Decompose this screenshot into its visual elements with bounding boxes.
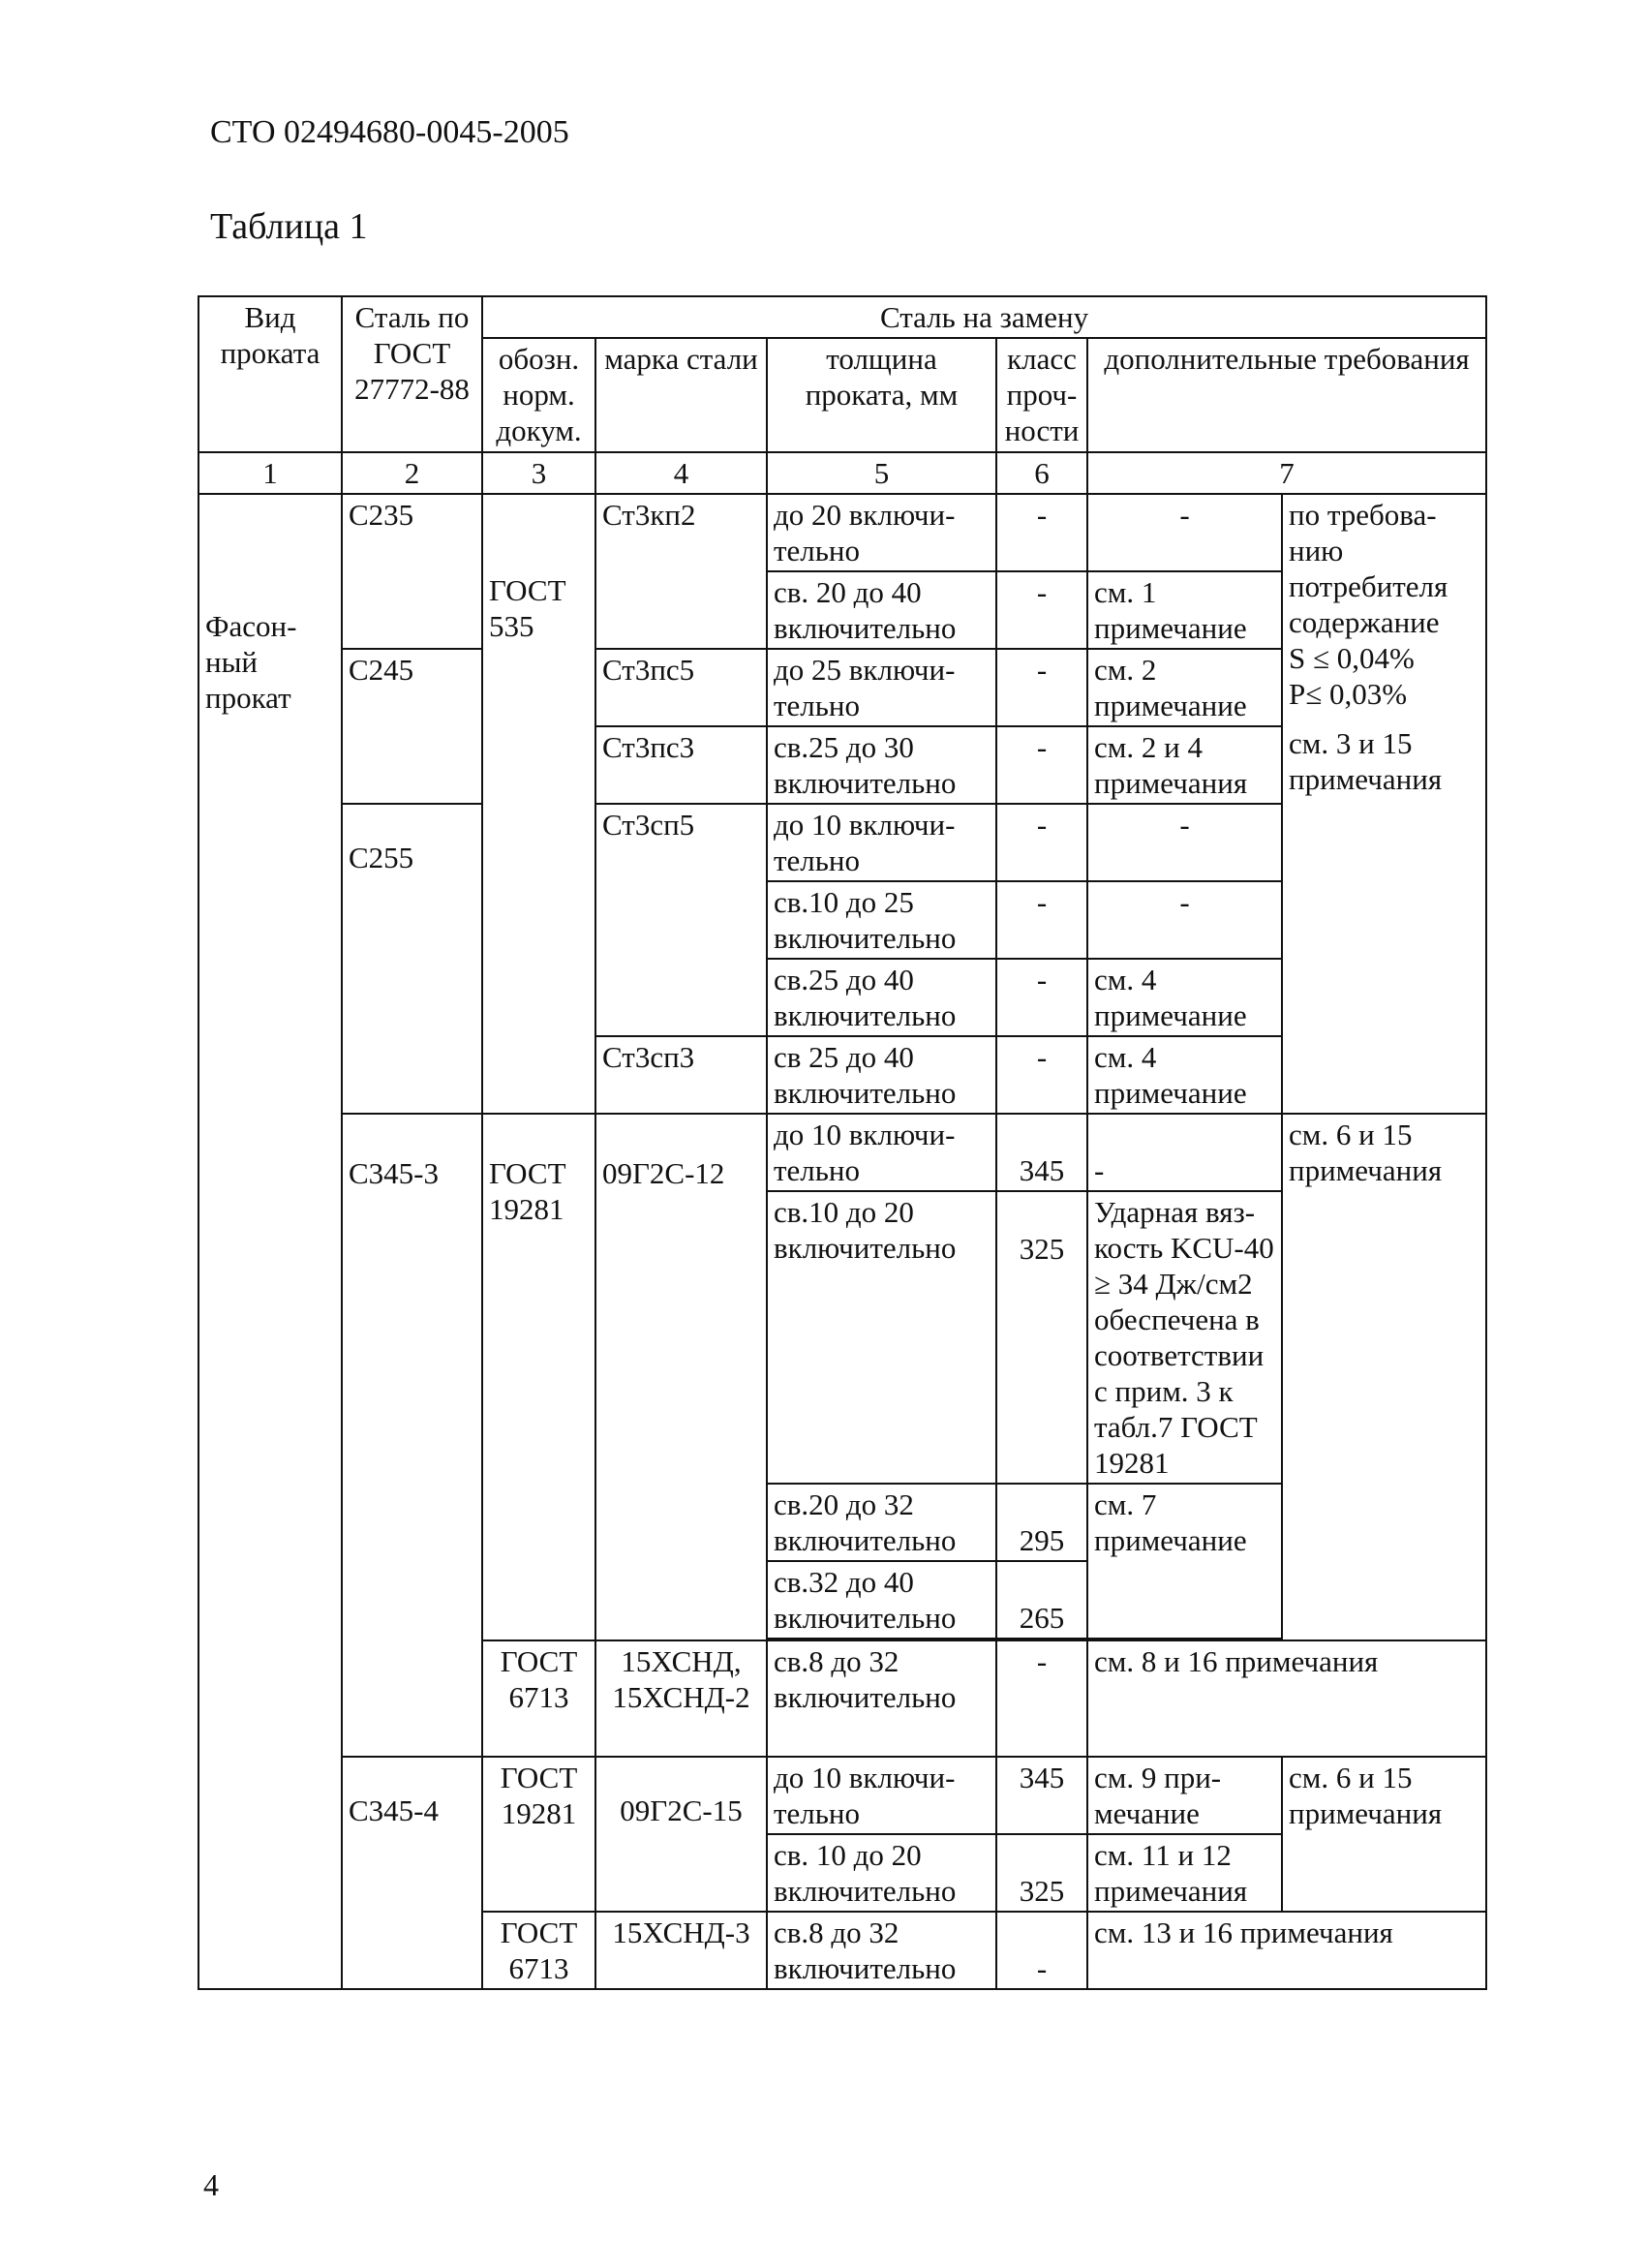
req-row-6: - [1087, 881, 1282, 959]
class-row-3: - [996, 649, 1087, 726]
header-stal-na-zamenu: Сталь на замену [482, 296, 1486, 338]
req-row-13: см. 8 и 16 примечания [1087, 1640, 1486, 1757]
req-row-11: см. 7 примечание [1087, 1484, 1282, 1639]
document-code: СТО 02494680-0045-2005 [210, 114, 569, 150]
header-tolshchina: толщина проката, мм [767, 338, 996, 452]
side-top-notes: см. 3 и 15 примечания [1289, 726, 1443, 796]
thickness-row-5: до 10 включи-тельно [767, 804, 996, 881]
col-number-3: 3 [482, 452, 595, 494]
req-row-4: см. 2 и 4 примечания [1087, 726, 1282, 804]
thickness-row-1: до 20 включи-тельно [767, 494, 996, 571]
thickness-row-9: до 10 включи-тельно [767, 1114, 996, 1191]
req-row-3: см. 2 примечание [1087, 649, 1282, 726]
header-marka-stali: марка стали [595, 338, 767, 452]
class-row-8: - [996, 1036, 1087, 1114]
vid-prokata-cell: Фасон-ный прокат [198, 494, 342, 1989]
steel-c245: С245 [342, 649, 482, 804]
class-row-5: - [996, 804, 1087, 881]
class-row-15: 325 [996, 1834, 1087, 1912]
col-number-7: 7 [1087, 452, 1486, 494]
header-vid-prokata: Вид проката [198, 296, 342, 452]
col-number-6: 6 [996, 452, 1087, 494]
req-row-5: - [1087, 804, 1282, 881]
steel-substitution-table [198, 295, 1487, 1990]
req-row-15: см. 11 и 12 примечания [1087, 1834, 1282, 1912]
class-row-14: 345 [996, 1757, 1087, 1834]
req-row-8: см. 4 примечание [1087, 1036, 1282, 1114]
header-klass-prochnosti: класс проч-ности [996, 338, 1087, 452]
side-top-text: по требова-нию потребителя содержание [1289, 498, 1448, 639]
marka-st3sp5: Ст3сп5 [595, 804, 767, 1036]
marka-st3kp2: Ст3кп2 [595, 494, 767, 649]
table-caption: Таблица 1 [210, 206, 368, 247]
header-oboznachenie: обозн. норм. докум. [482, 338, 595, 452]
marka-st3ps3: Ст3пс3 [595, 726, 767, 804]
thickness-row-11: св.20 до 32 включительно [767, 1484, 996, 1561]
class-row-4: - [996, 726, 1087, 804]
marka-15hsnd: 15ХСНД, 15ХСНД-2 [595, 1640, 767, 1757]
marka-09g2s12: 09Г2С-12 [595, 1114, 767, 1640]
side-top-s: S ≤ 0,04% [1289, 641, 1415, 675]
thickness-row-10: св.10 до 20 включительно [767, 1191, 996, 1484]
thickness-row-8: св 25 до 40 включительно [767, 1036, 996, 1114]
thickness-row-15: св. 10 до 20 включительно [767, 1834, 996, 1912]
marka-st3sp3: Ст3сп3 [595, 1036, 767, 1114]
marka-st3ps5: Ст3пс5 [595, 649, 767, 726]
steel-c255: С255 [342, 804, 482, 1114]
page-number: 4 [203, 2167, 219, 2202]
req-row-2: см. 1 примечание [1087, 571, 1282, 649]
class-row-7: - [996, 959, 1087, 1036]
req-row-10: Ударная вяз-кость KCU-40 ≥ 34 Дж/см2 обеспечена в соответствии с прим. 3 к табл.7 ГОСТ 19281 [1087, 1191, 1282, 1484]
req-row-16: см. 13 и 16 примечания [1087, 1912, 1486, 1989]
gost-19281-a: ГОСТ 19281 [482, 1114, 595, 1640]
side-requirements-low: см. 6 и 15 примечания [1282, 1757, 1486, 1912]
class-row-1: - [996, 494, 1087, 571]
thickness-row-16: св.8 до 32 включительно [767, 1912, 996, 1989]
col-number-4: 4 [595, 452, 767, 494]
thickness-row-13: св.8 до 32 включительно [767, 1640, 996, 1757]
header-dop-trebovaniya: дополнительные требования [1087, 338, 1486, 452]
col-number-5: 5 [767, 452, 996, 494]
class-row-10: 325 [996, 1191, 1087, 1484]
thickness-row-14: до 10 включи-тельно [767, 1757, 996, 1834]
gost-6713-b: ГОСТ 6713 [482, 1912, 595, 1989]
thickness-row-3: до 25 включи-тельно [767, 649, 996, 726]
col-number-1: 1 [198, 452, 342, 494]
steel-c345-4: С345-4 [342, 1757, 482, 1989]
steel-c235: С235 [342, 494, 482, 649]
req-row-9: - [1087, 1114, 1282, 1191]
thickness-row-2: св. 20 до 40 включительно [767, 571, 996, 649]
marka-09g2s15: 09Г2С-15 [595, 1757, 767, 1912]
gost-19281-b: ГОСТ 19281 [482, 1757, 595, 1912]
class-row-2: - [996, 571, 1087, 649]
class-row-6: - [996, 881, 1087, 959]
col-number-2: 2 [342, 452, 482, 494]
class-row-13: - [996, 1640, 1087, 1757]
thickness-row-7: св.25 до 40 включительно [767, 959, 996, 1036]
gost-535: ГОСТ 535 [482, 494, 595, 1114]
marka-15hsnd3: 15ХСНД-3 [595, 1912, 767, 1989]
side-requirements-mid: см. 6 и 15 примечания [1282, 1114, 1486, 1640]
req-row-1: - [1087, 494, 1282, 571]
req-row-14: см. 9 при-мечание [1087, 1757, 1282, 1834]
thickness-row-6: св.10 до 25 включительно [767, 881, 996, 959]
gost-6713-a: ГОСТ 6713 [482, 1640, 595, 1757]
class-row-12: 265 [996, 1561, 1087, 1639]
side-top-p: P≤ 0,03% [1289, 677, 1408, 711]
header-stal-po-gost: Сталь по ГОСТ 27772-88 [342, 296, 482, 452]
class-row-16: - [996, 1912, 1087, 1989]
side-requirements-top [1282, 494, 1486, 1114]
steel-c345-3: С345-3 [342, 1114, 482, 1757]
class-row-11: 295 [996, 1484, 1087, 1561]
thickness-row-12: св.32 до 40 включительно [767, 1561, 996, 1639]
req-row-7: см. 4 примечание [1087, 959, 1282, 1036]
class-row-9: 345 [996, 1114, 1087, 1191]
thickness-row-4: св.25 до 30 включительно [767, 726, 996, 804]
